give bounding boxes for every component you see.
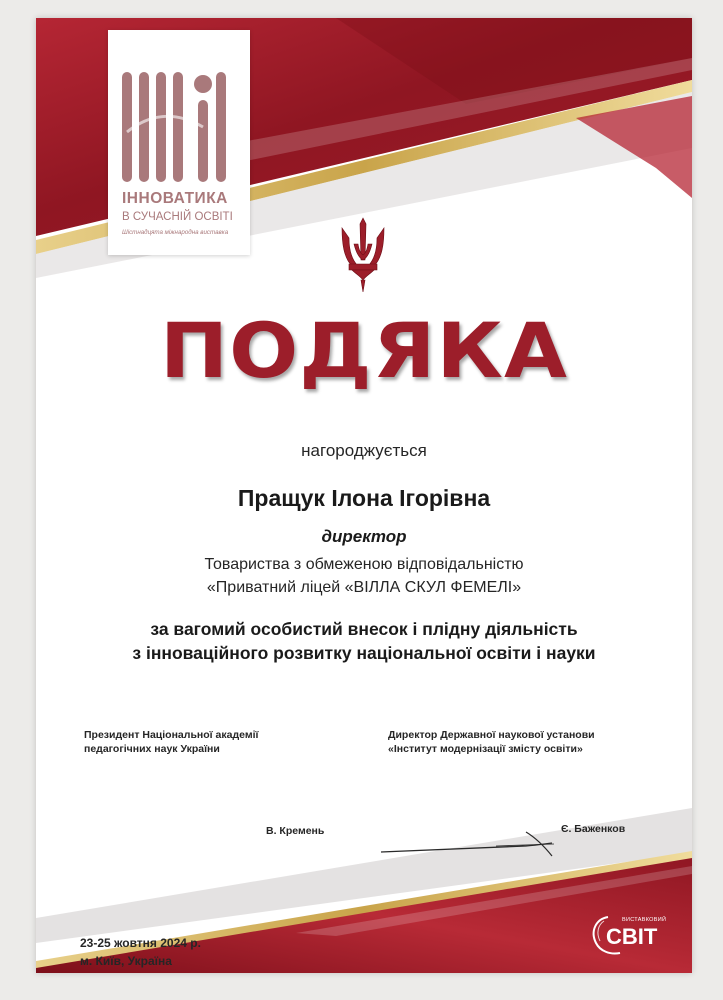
right-signatory-title-line1: Директор Державної наукової установи: [388, 729, 595, 741]
inovatyka-bars-logo: [122, 72, 240, 184]
inovatyka-logo: [108, 30, 250, 255]
svit-logo-small-text: ВИСТАВКОВИЙ: [622, 917, 667, 923]
logo-title-line2: В СУЧАСНІЙ ОСВІТІ: [122, 211, 233, 223]
reason-line2: з інноваційного розвитку національної освіти і науки: [132, 643, 596, 663]
logo-subtitle: Шістнадцята міжнародна виставка: [122, 229, 229, 236]
certificate-sheet: [36, 18, 692, 973]
logo-title-line1: ІННОВАТИКА: [122, 190, 228, 207]
event-city: м. Київ, Україна: [80, 954, 172, 968]
trident-coat-of-arms-icon: [338, 214, 388, 294]
right-signatory-name: Є. Баженков: [561, 823, 626, 835]
left-signatory-name: В. Кремень: [266, 825, 325, 837]
certificate-title: ПОДЯКА: [159, 306, 569, 395]
organization-line2: «Приватний ліцей «ВІЛЛА СКУЛ ФЕМЕЛІ»: [206, 579, 522, 596]
right-signatory-title-line2: «Інститут модернізації змісту освіти»: [388, 743, 583, 755]
handwritten-signature: [376, 826, 556, 866]
recipient-position: директор: [321, 527, 407, 546]
left-signatory-title-line1: Президент Національної академії: [84, 729, 259, 741]
left-signatory-title: [84, 728, 344, 756]
right-signatory-title: [388, 728, 658, 756]
left-signatory-title-line2: педагогічних наук України: [84, 743, 220, 755]
organization-line1: Товариства з обмеженою відповідальністю: [204, 556, 524, 573]
event-dates: 23-25 жовтня 2024 р.: [80, 936, 201, 950]
recipient-name: Пращук Ілона Ігорівна: [237, 485, 491, 511]
awarded-text: нагороджується: [301, 441, 427, 460]
svit-logo-big-text: СВІТ: [606, 924, 658, 949]
reason-line1: за вагомий особистий внесок і плідну діяльність: [150, 619, 578, 639]
